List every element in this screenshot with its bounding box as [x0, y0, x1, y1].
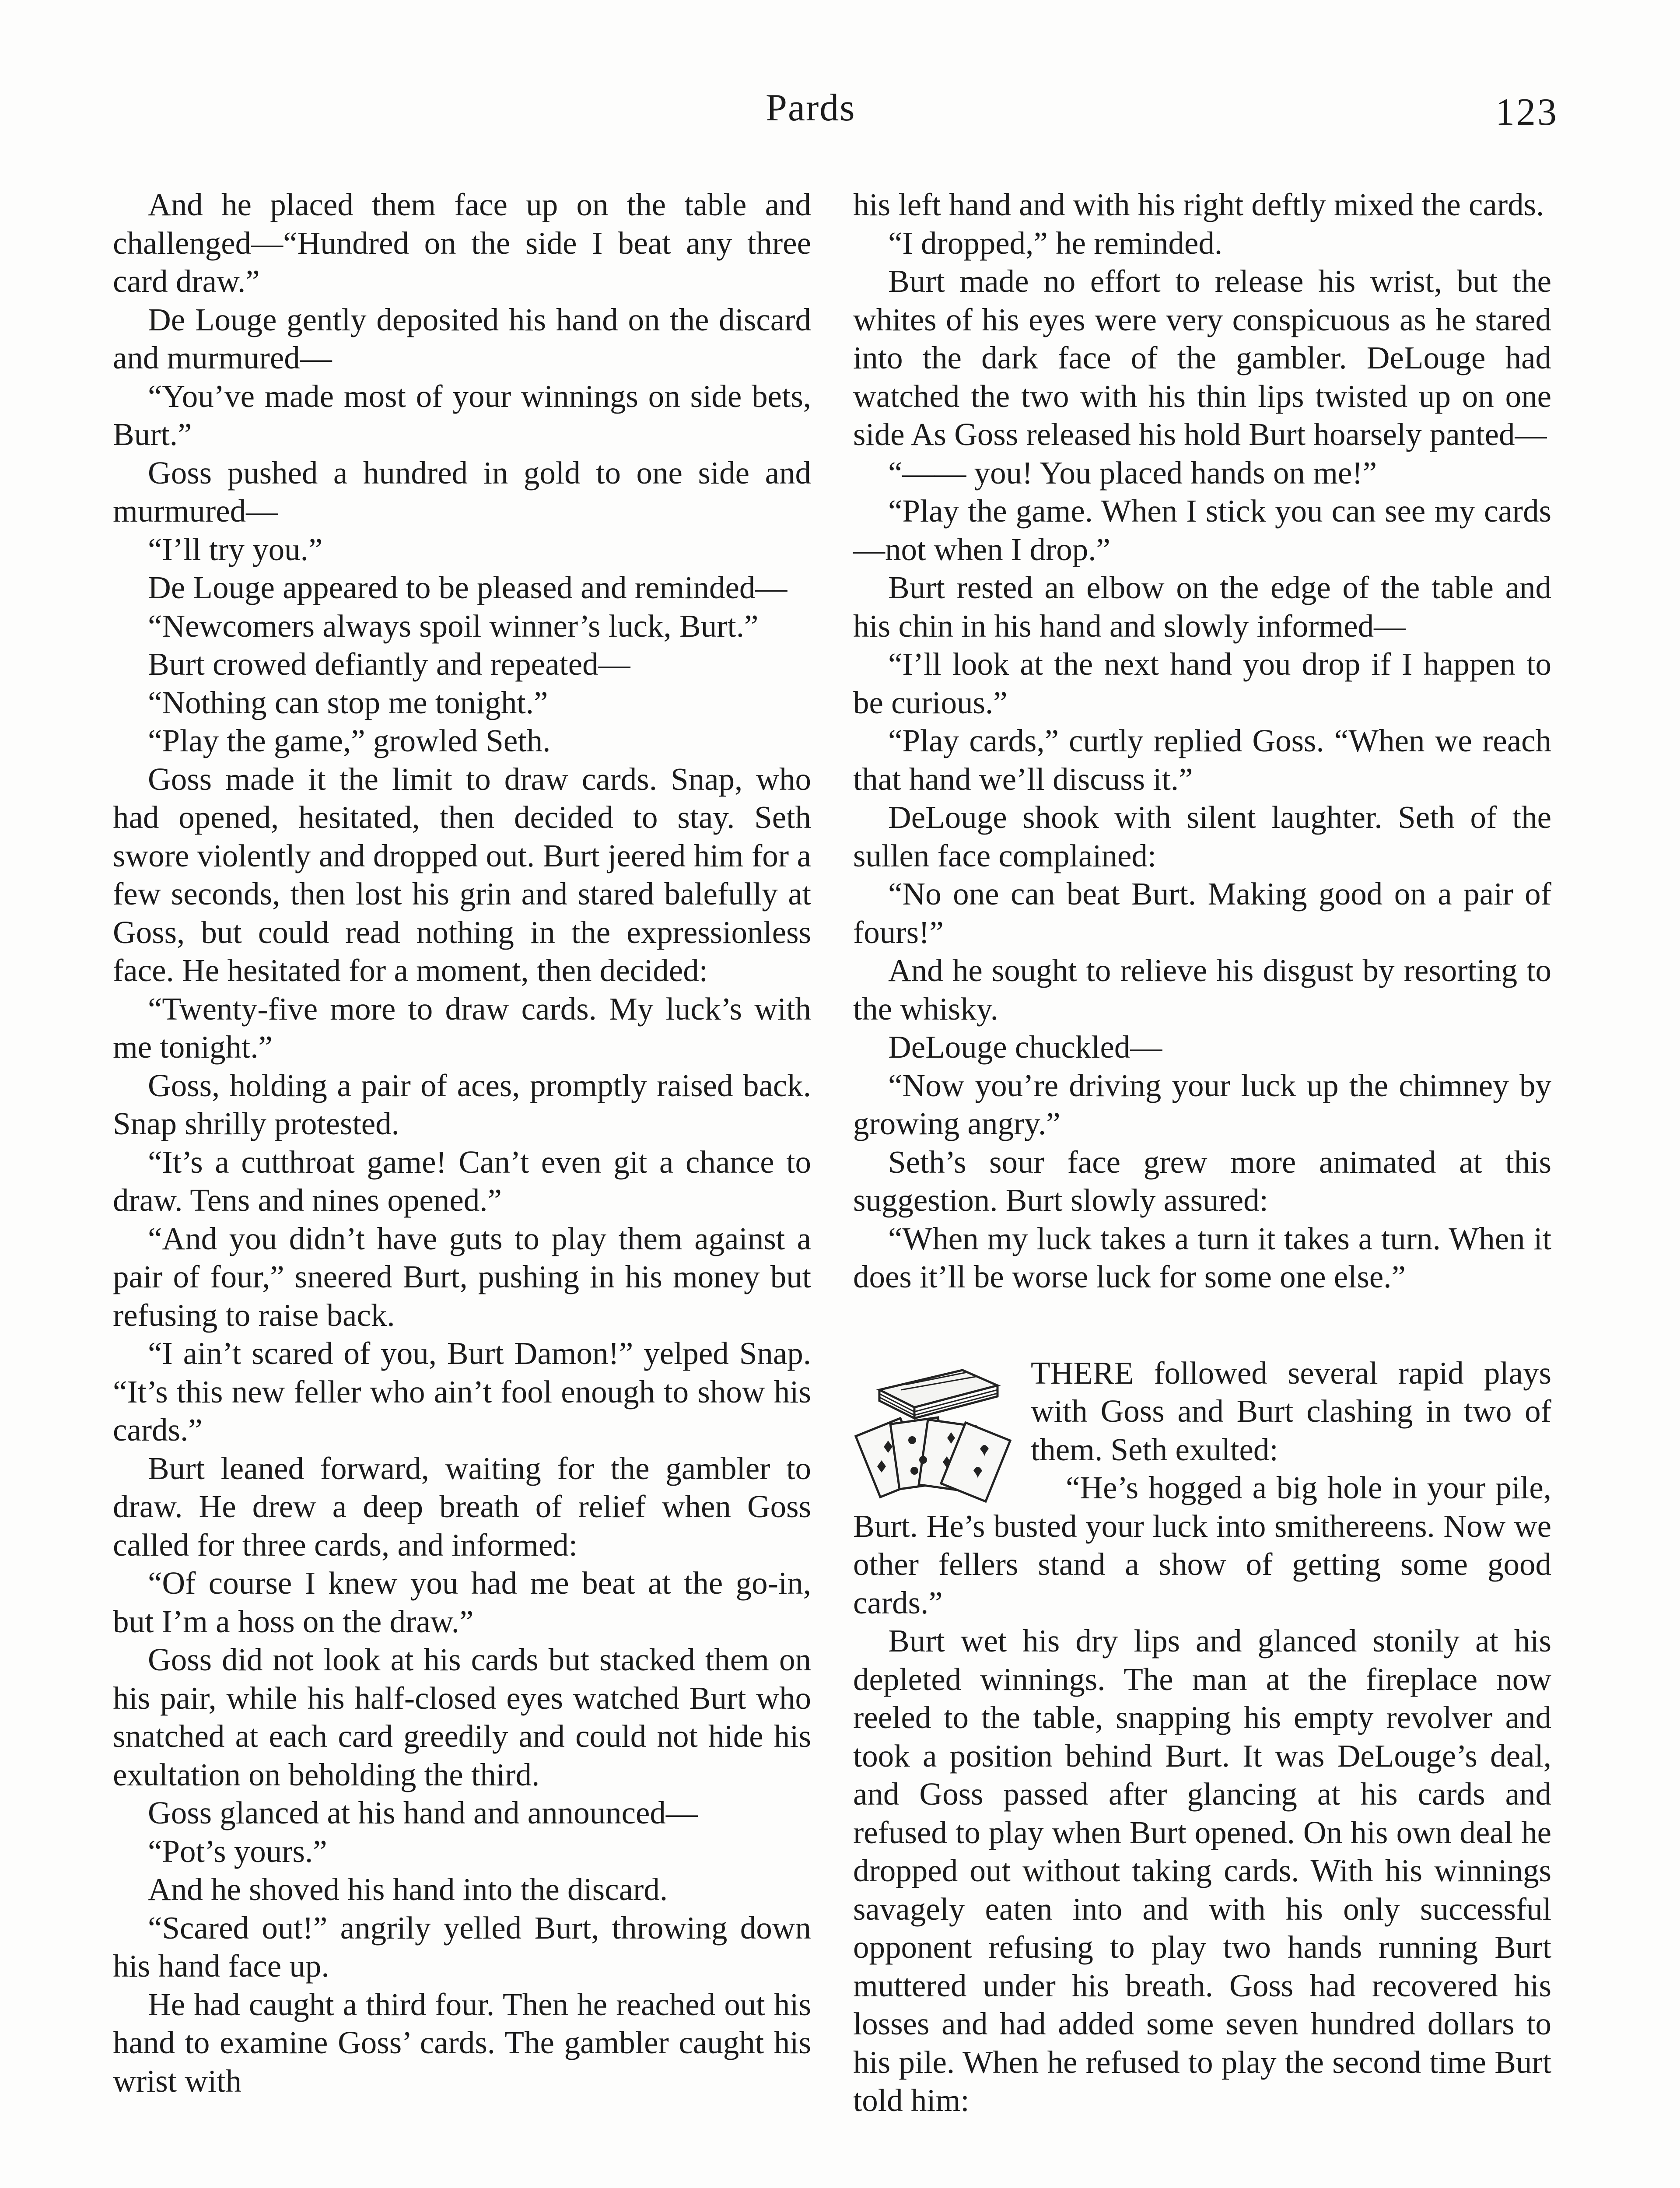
paragraph: “When my luck takes a turn it takes a turn. When it does it’ll be worse luck for some one else.”	[853, 1220, 1551, 1294]
paragraph: Burt crowed defiantly and repeated—	[148, 646, 630, 682]
paragraph: “Nothing can stop me tonight.”	[148, 684, 548, 720]
paragraph: De Louge appeared to be pleased and reminded—	[148, 570, 788, 605]
paragraph: Burt wet his dry lips and glanced stonily at his depleted winnings. The man at the fireplace now reeled to the table, snapping his empty revolver and took a position behind Burt. It was DeLouge’s deal, and Goss passed after glancing at his cards and refused to play when Burt opened. On his own deal he dropped out without taking cards. With his winnings savagely eaten into and with his only successful opponent refusing to play two hands running Burt muttered under his breath. Goss had recovered his losses and had added some seven hundred dollars to his pile. When he refused to play the second time Burt told him:	[853, 1623, 1551, 2118]
paragraph: Goss glanced at his hand and announced—	[148, 1795, 698, 1830]
playing-cards-icon	[853, 1359, 1019, 1504]
paragraph: “Now you’re driving your luck up the chimney by growing angry.”	[853, 1067, 1551, 1141]
paragraph: And he placed them face up on the table and challenged—“Hundred on the side I beat any three card draw.”	[113, 187, 811, 299]
paragraph: “Newcomers always spoil winner’s luck, Burt.”	[148, 608, 759, 644]
paragraph: And he sought to relieve his disgust by resorting to the whisky.	[853, 953, 1551, 1027]
paragraph: Burt made no effort to release his wrist, but the whites of his eyes were very conspicuous as he stared into the dark face of the gambler. DeLouge had watched the two with his thin lips twisted up on one side As Goss released his hold Burt hoarsely panted—	[853, 263, 1551, 452]
paragraph: “He’s hogged a big hole in your pile, Burt. He’s busted your luck into smithereens. Now we other fellers stand a show of getting some good cards.”	[853, 1470, 1551, 1620]
paragraph: DeLouge chuckled—	[888, 1029, 1162, 1065]
paragraph: “I’ll look at the next hand you drop if I happen to be curious.”	[853, 646, 1551, 720]
paragraph: “Of course I knew you had me beat at the go-in, but I’m a hoss on the draw.”	[113, 1565, 811, 1639]
paragraph: “Scared out!” angrily yelled Burt, throwing down his hand face up.	[113, 1910, 811, 1984]
page-number: 123	[1495, 91, 1558, 133]
paragraph: De Louge gently deposited his hand on the discard and murmured—	[113, 302, 811, 375]
paragraph: “Play the game. When I stick you can see my cards—not when I drop.”	[853, 493, 1551, 567]
paragraph: “No one can beat Burt. Making good on a pair of fours!”	[853, 876, 1551, 950]
paragraph: “Play the game,” growled Seth.	[148, 723, 551, 758]
paragraph: “—— you! You placed hands on me!”	[888, 455, 1377, 491]
paragraph: He had caught a third four. Then he reached out his hand to examine Goss’ cards. The gambler caught his wrist with	[113, 1986, 811, 2099]
paragraph: “You’ve made most of your winnings on side bets, Burt.”	[113, 378, 811, 452]
paragraph: And he shoved his hand into the discard.	[148, 1872, 668, 1907]
paragraph: “It’s a cutthroat game! Can’t even git a chance to draw. Tens and nines opened.”	[113, 1144, 811, 1218]
paragraph: “And you didn’t have guts to play them against a pair of four,” sneered Burt, pushing in his money but refusing to raise back.	[113, 1220, 811, 1333]
paragraph: Seth’s sour face grew more animated at this suggestion. Burt slowly assured:	[853, 1144, 1551, 1218]
section-break	[853, 1296, 1551, 1354]
paragraph: DeLouge shook with silent laughter. Seth of the sullen face complained:	[853, 799, 1551, 873]
paragraph: THERE followed several rapid plays with Goss and Burt clashing in two of them. Seth exulted:	[1031, 1355, 1551, 1467]
paragraph: Goss, holding a pair of aces, promptly raised back. Snap shrilly protested.	[113, 1067, 811, 1141]
paragraph: Burt leaned forward, waiting for the gambler to draw. He drew a deep breath of relief when Goss called for three cards, and informed:	[113, 1450, 811, 1563]
right-column	[853, 186, 1551, 2120]
left-column	[113, 186, 811, 2100]
paragraph: Goss pushed a hundred in gold to one side and murmured—	[113, 455, 811, 529]
paragraph: “Pot’s yours.”	[148, 1833, 327, 1869]
paragraph: Burt rested an elbow on the edge of the table and his chin in his hand and slowly informed—	[853, 570, 1551, 644]
paragraph: “I ain’t scared of you, Burt Damon!” yelped Snap. “It’s this new feller who ain’t fool enough to show his cards.”	[113, 1336, 811, 1448]
paragraph: Goss did not look at his cards but stacked them on his pair, while his half-closed eyes watched Burt who snatched at each card greedily and could not hide his exultation on beholding the third.	[113, 1642, 811, 1792]
paragraph: “I dropped,” he reminded.	[888, 225, 1223, 261]
paragraph: “Play cards,” curtly replied Goss. “When we reach that hand we’ll discuss it.”	[853, 723, 1551, 797]
paragraph: Goss made it the limit to draw cards. Snap, who had opened, hesitated, then decided to stay. Seth swore violently and dropped out. Burt jeered him for a few seconds, then lost his grin and stared balefully at Goss, but could read nothing in the expressionless face. He hesitated for a moment, then decided:	[113, 761, 811, 988]
running-title: Pards	[766, 87, 856, 129]
paragraph: his left hand and with his right deftly mixed the cards.	[853, 187, 1544, 222]
paragraph: “Twenty-five more to draw cards. My luck’s with me tonight.”	[113, 991, 811, 1065]
paragraph: “I’ll try you.”	[148, 531, 323, 567]
